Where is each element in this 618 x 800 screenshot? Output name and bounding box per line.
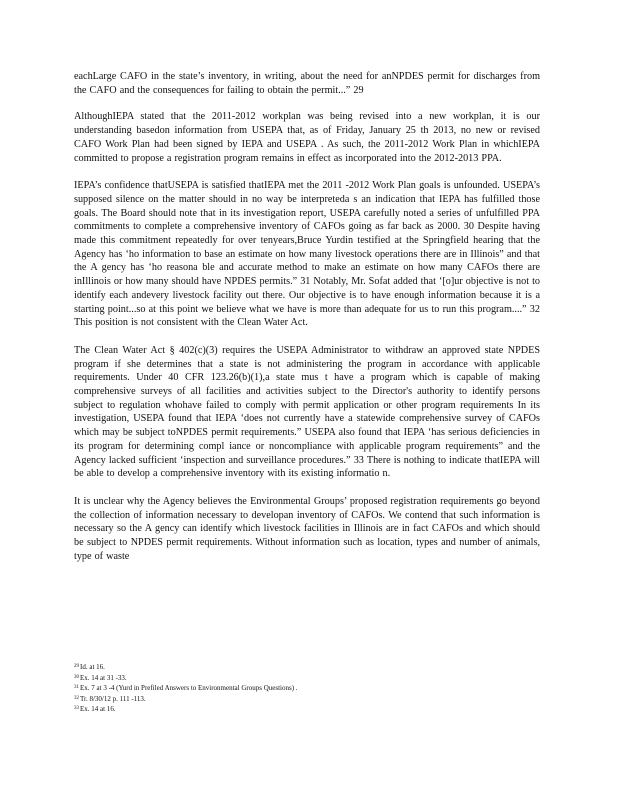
footnote-text: Ex. 14 at 31 -33. — [80, 673, 127, 682]
footnote-number: 31 — [74, 685, 79, 691]
paragraph: eachLarge CAFO in the state’s inventory, in writing, about the need for anNPDES permit for discharges from the CAFO and the consequences for failing to obtain the permit...” 29 — [74, 71, 540, 96]
footnote-text: Ex. 7 at 3 -4 (Yurd in Prefiled Answers to Environmental Groups Questions) . — [80, 684, 298, 693]
paragraph: It is unclear why the Agency believes the Environmental Groups’ proposed registration requirements go beyond the collection of information necessary to developan inventory of CAFOs. We contend that such information is necessary so the A gency can identify which livestock facilities in Illinois are in fact CAFOs and which should be subject to NPDES permit requirements. Without information such as location, types and number of animals, type of waste — [74, 495, 540, 562]
footnote-number: 33 — [74, 706, 79, 712]
footnote-number: 30 — [74, 674, 79, 680]
footnote — [74, 683, 540, 694]
footnote — [74, 662, 540, 673]
paragraph: The Clean Water Act § 402(c)(3) requires the USEPA Administrator to withdraw an approved state NPDES program if she determines that a state is not administering the program in accordance with applicable requirements. Under 40 CFR 123.26(b)(1),a state mus t have a program which is capable of making comprehensive surveys of all facilities and activities subject to the Director's authority to identify persons subject to regulation whohave failed to comply with permit application or other program requirements In its investigation, USEPA found that IEPA ‘does not currently have a statewide comprehensive survey of CAFOs which may be subject toNPDES permit requirements.” USEPA also found that IEPA ‘has serious deficiencies in its program for determining compl iance or noncompliance with applicable program requirements” and the Agency lacked sufficient ‘inspection and surveillance procedures.” 33 There is nothing to indicate thatIEPA will be able to develop a comprehensive inventory with its existing informatio n. — [74, 344, 540, 480]
body-text — [74, 70, 540, 578]
footnote-number: 29 — [74, 664, 79, 669]
paragraph: IEPA’s confidence thatUSEPA is satisfied thatIEPA met the 2011 -2012 Work Plan goals is unfounded. USEPA’s supposed silence on the matter should in no way be interpreteda s an indication that IEPA has fulfilled those goals. The Board should note that in its investigation report, USEPA carefully noted a series of unfulfilled PPA commitments to complete a comprehensive inventory of CAFOs going as far back as 2000. 30 Despite having made this commitment repeatedly for over tenyears,Bruce Yurdin testified at the Springfield hearing that the Agency has ‘ho information to base an estimate on how many livestock operations there are in Illinois” and that the A gency has ‘ho reasona ble and accurate method to make an estimate on how many CAFOs there are inIllinois or how many should have NPDES permits.” 31 Notably, Mr. Sofat added that ‘[o]ur objective is not to identify each andevery livestock facility out there. Our objective is to have enough information because it is a starting point...so at this point we believe what we have is more than adequate for us to run this program....” 32 This position is not consistent with the Clean Water Act. — [74, 180, 540, 329]
footnote — [74, 704, 540, 715]
footnote — [74, 673, 540, 684]
footnote — [74, 694, 540, 705]
footnotes — [74, 662, 540, 715]
footnote-text: Ex. 14 at 16. — [80, 705, 116, 714]
footnote-number: 32 — [74, 695, 79, 701]
paragraph: AlthoughIEPA stated that the 2011-2012 workplan was being revised into a new workplan, it is our understanding basedon information from USEPA that, as of Friday, January 25 th 2013, no new or revised CAFO Work Plan had been signed by IEPA and USEPA . As such, the 2011-2012 Work Plan in whichIEPA committed to propose a registration program remains in effect as incorporated into the 2012-2013 PPA. — [74, 111, 540, 164]
footnote-text: Id. at 16. — [80, 663, 105, 671]
footnote-text: Tr. 8/30/12 p. 111 -113. — [80, 694, 146, 703]
